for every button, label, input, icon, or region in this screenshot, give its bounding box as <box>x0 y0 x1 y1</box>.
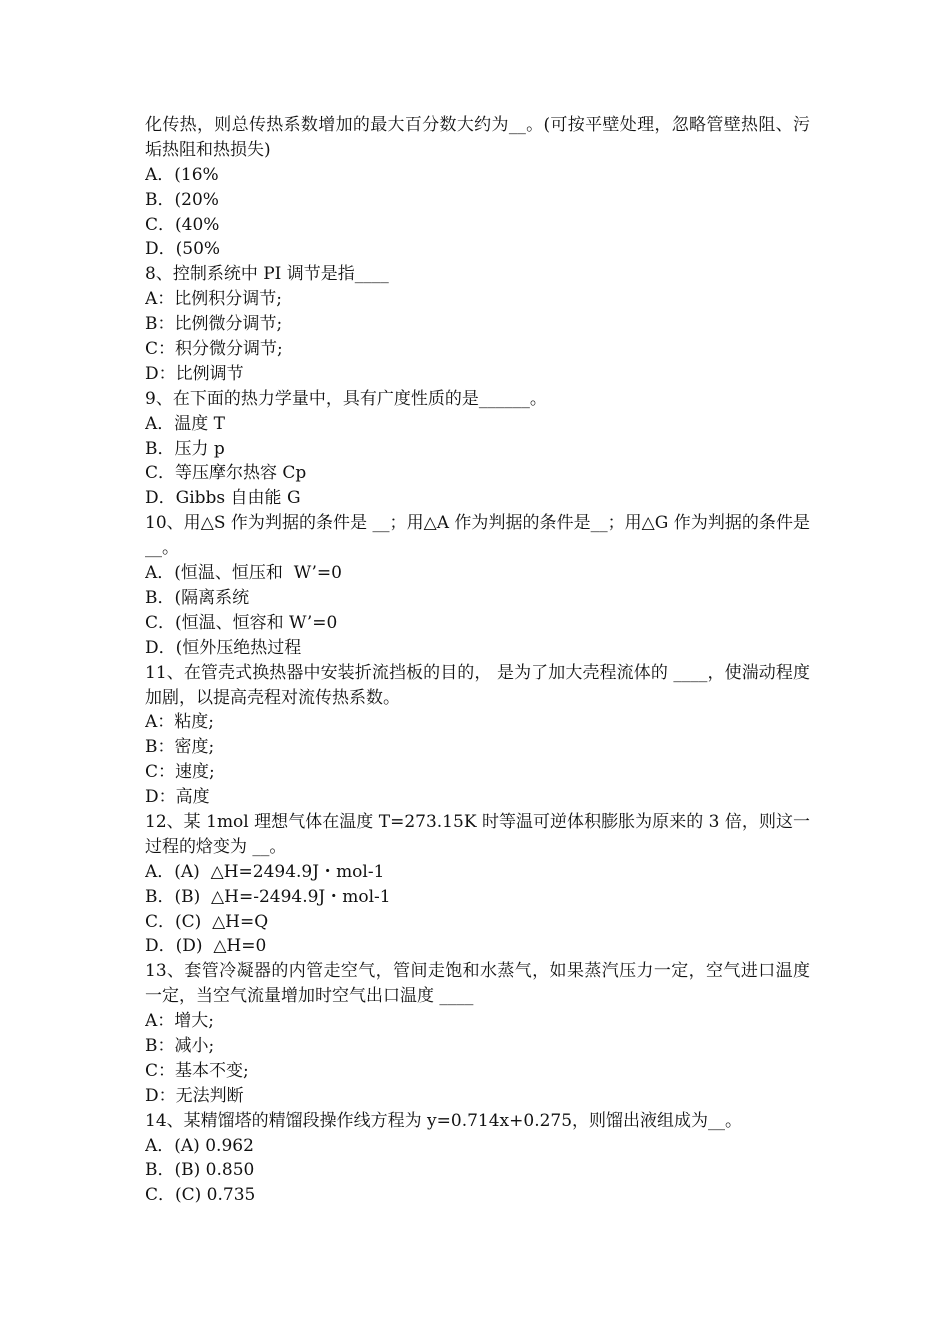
answer-option: C．(C) △H=Q <box>145 911 269 932</box>
answer-option: D：比例调节 <box>145 363 244 384</box>
answer-option: D：高度 <box>145 787 210 808</box>
answer-option: A：比例积分调节; <box>145 289 283 310</box>
answer-option: A：增大; <box>145 1011 215 1032</box>
answer-option: D．(50% <box>145 239 221 260</box>
question-text: 化传热，则总传热系数增加的最大百分数大约为__。(可按平壁处理，忽略管壁热阻、污垢热阻和热损失) <box>145 115 810 160</box>
answer-option: C：基本不变; <box>145 1060 249 1081</box>
answer-option: A．温度 T <box>145 413 226 434</box>
answer-option: B：比例微分调节; <box>145 314 283 335</box>
answer-option: C：速度; <box>145 762 215 783</box>
answer-option: C．(C) 0.735 <box>145 1185 256 1206</box>
question-text: 14、某精馏塔的精馏段操作线方程为 y=0.714x+0.275，则馏出液组成为__。 <box>145 1110 743 1131</box>
question-text: 10、用△S 作为判据的条件是 __；用△A 作为判据的条件是__；用△G 作为判据的条件是__。 <box>145 513 810 559</box>
answer-option: B．压力 p <box>145 438 225 459</box>
answer-option: B．(隔离系统 <box>145 587 250 608</box>
answer-option: A．(16% <box>145 164 219 185</box>
answer-option: D．(恒外压绝热过程 <box>145 637 302 658</box>
question-text: 8、控制系统中 PI 调节是指____ <box>145 264 389 285</box>
answer-option: D：无法判断 <box>145 1085 244 1106</box>
answer-option: A．(A) 0.962 <box>145 1135 254 1156</box>
answer-option: C．(40% <box>145 214 220 235</box>
question-text: 11、在管壳式换热器中安装折流挡板的目的， 是为了加大壳程流体的 ____，使湍动程度加剧，以提高壳程对流传热系数。 <box>145 662 810 708</box>
answer-option: C．等压摩尔热容 Cp <box>145 463 307 484</box>
answer-option: B．(20% <box>145 189 219 210</box>
document-page <box>145 113 810 1208</box>
question-text: 13、套管冷凝器的内管走空气，管间走饱和水蒸气，如果蒸汽压力一定，空气进口温度一定，当空气流量增加时空气出口温度 ____ <box>145 961 810 1007</box>
answer-option: B：密度; <box>145 737 215 758</box>
answer-option: A：粘度; <box>145 712 215 733</box>
answer-option: B：减小; <box>145 1036 215 1057</box>
answer-option: C．(恒温、恒容和 W’=0 <box>145 612 338 633</box>
answer-option: B．(B) △H=-2494.9J・mol-1 <box>145 886 391 907</box>
question-text: 9、在下面的热力学量中，具有广度性质的是______。 <box>145 388 547 409</box>
answer-option: D．(D) △H=0 <box>145 936 267 957</box>
answer-option: B．(B) 0.850 <box>145 1160 255 1181</box>
answer-option: C：积分微分调节; <box>145 339 283 360</box>
question-text: 12、某 1mol 理想气体在温度 T=273.15K 时等温可逆体积膨胀为原来的 3 倍，则这一过程的焓变为 __。 <box>145 811 810 857</box>
answer-option: A．(A) △H=2494.9J・mol-1 <box>145 861 385 882</box>
answer-option: D．Gibbs 自由能 G <box>145 488 301 509</box>
answer-option: A．(恒温、恒压和 W’=0 <box>145 563 342 584</box>
